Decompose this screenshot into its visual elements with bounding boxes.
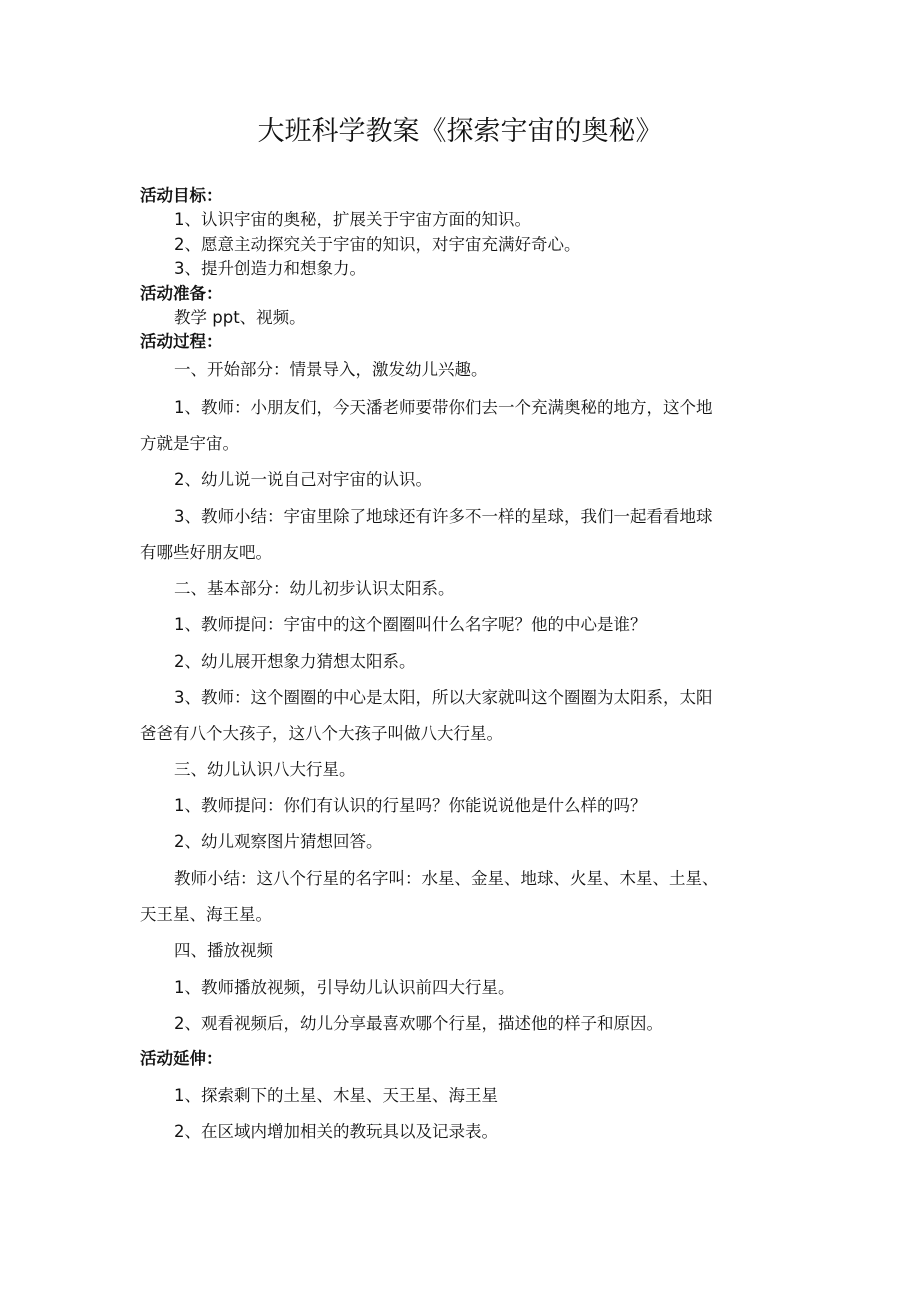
paragraph: 2、幼儿观察图片猜想回答。: [174, 832, 383, 851]
paragraph-cont: 有哪些好朋友吧。: [140, 543, 272, 562]
paragraph: 教师小结：这八个行星的名字叫：水星、金星、地球、火星、木星、土星、: [174, 869, 719, 888]
section-title: 二、基本部分：幼儿初步认识太阳系。: [174, 579, 455, 598]
paragraph: 1、教师：小朋友们，今天潘老师要带你们去一个充满奥秘的地方，这个地: [174, 398, 713, 417]
goals-heading: 活动目标：: [140, 186, 223, 205]
section-title: 一、开始部分：情景导入，激发幼儿兴趣。: [174, 360, 488, 379]
section-title: 三、幼儿认识八大行星。: [174, 760, 356, 779]
extension-item: 2、在区域内增加相关的教玩具以及记录表。: [174, 1122, 498, 1141]
paragraph: 1、教师提问：你们有认识的行星吗？你能说说他是什么样的吗？: [174, 796, 647, 815]
paragraph: 2、幼儿展开想象力猜想太阳系。: [174, 652, 416, 671]
prep-heading: 活动准备：: [140, 284, 223, 303]
section-title: 四、播放视频: [174, 941, 273, 960]
paragraph-cont: 方就是宇宙。: [140, 434, 239, 453]
goal-item: 1、认识宇宙的奥秘，扩展关于宇宙方面的知识。: [174, 210, 531, 229]
page-title: 大班科学教案《探索宇宙的奥秘》: [257, 116, 663, 147]
extension-heading: 活动延伸：: [140, 1049, 223, 1068]
paragraph: 3、教师：这个圈圈的中心是太阳，所以大家就叫这个圈圈为太阳系，太阳: [174, 688, 713, 707]
paragraph-cont: 天王星、海王星。: [140, 905, 272, 924]
paragraph-cont: 爸爸有八个大孩子，这八个大孩子叫做八大行星。: [140, 724, 503, 743]
paragraph: 1、教师播放视频，引导幼儿认识前四大行星。: [174, 978, 515, 997]
prep-text: 教学 ppt、视频。: [174, 308, 306, 327]
extension-item: 1、探索剩下的土星、木星、天王星、海王星: [174, 1086, 498, 1105]
paragraph: 3、教师小结：宇宙里除了地球还有许多不一样的星球，我们一起看看地球: [174, 507, 713, 526]
goal-item: 3、提升创造力和想象力。: [174, 259, 366, 278]
goal-item: 2、愿意主动探究关于宇宙的知识，对宇宙充满好奇心。: [174, 235, 581, 254]
paragraph: 2、观看视频后，幼儿分享最喜欢哪个行星，描述他的样子和原因。: [174, 1014, 663, 1033]
paragraph: 2、幼儿说一说自己对宇宙的认识。: [174, 470, 432, 489]
paragraph: 1、教师提问：宇宙中的这个圈圈叫什么名字呢？他的中心是谁？: [174, 615, 647, 634]
process-heading: 活动过程：: [140, 332, 223, 351]
